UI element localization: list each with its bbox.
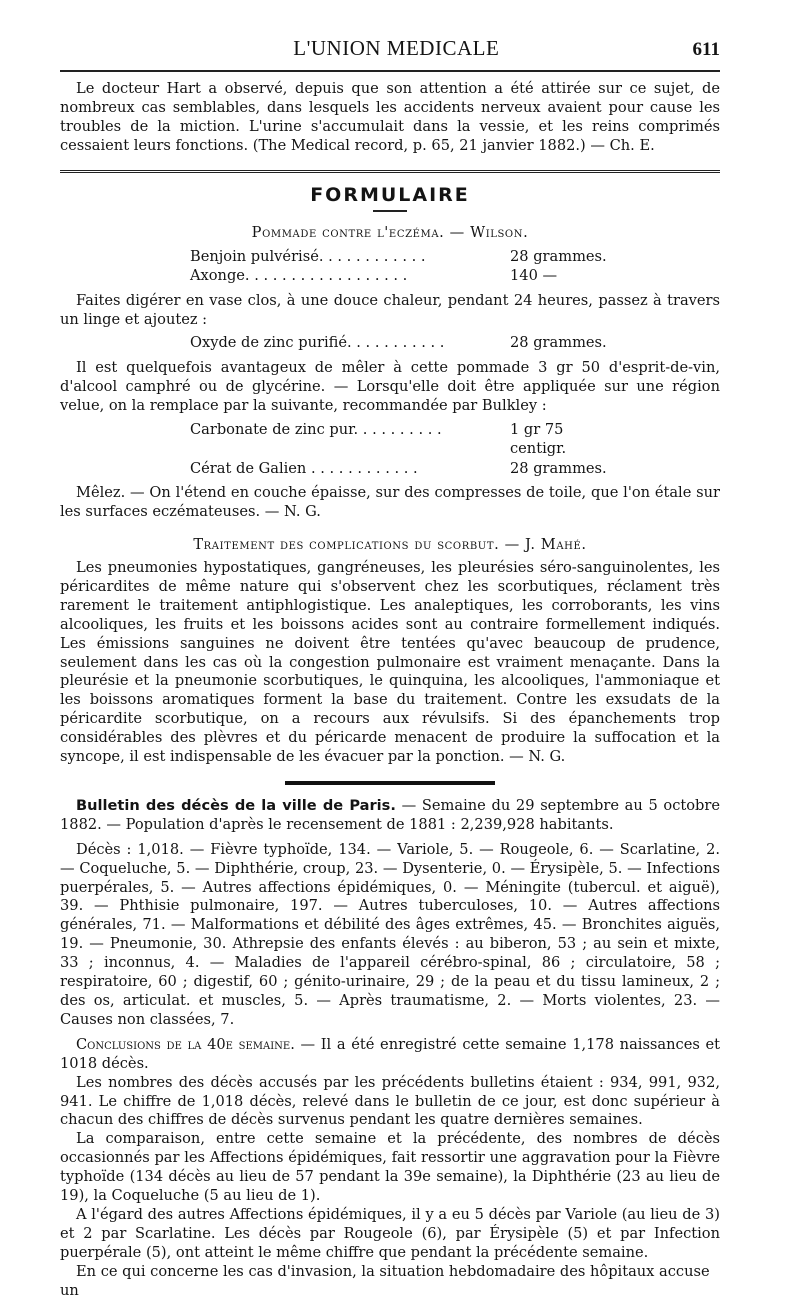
bulletin-title: Bulletin des décès de la ville de Paris. bbox=[76, 796, 396, 814]
formulaire-short-rule bbox=[373, 210, 407, 212]
comparison-paragraph: La comparaison, entre cette semaine et la précédente, des nombres de décès occasionnés par les Affections épidémiques, fait ressortir une aggravation pour la Fièvre typhoïde (134 décès au lieu de 57 pendant la 39e semaine), la Diphthérie (23 au lieu de 19), la Coqueluche (5 au lieu de 1). bbox=[60, 1130, 720, 1205]
ingredient-name: Cérat de Galien . . . . . . . . . . . . bbox=[190, 459, 418, 477]
recipe-block-3 bbox=[190, 420, 610, 479]
bulletin-intro-text: — Semaine du 29 septembre au 5 octobre 1882. — Population d'après le recensement de 1881 : 2,239,928 habitants. bbox=[60, 796, 721, 833]
bulletin-separator-rule bbox=[285, 781, 495, 785]
eczema-title: Pommade contre l'eczéma. — Wilson. bbox=[251, 223, 529, 241]
ingredient-name: Carbonate de zinc pur. . . . . . . . . . bbox=[190, 420, 442, 438]
section-double-rule bbox=[60, 170, 720, 176]
recipe-block-1 bbox=[190, 247, 610, 286]
ingredient-qty: 28 grammes. bbox=[510, 247, 607, 265]
conclusions-text: — Il a été enregistré cette semaine 1,178 naissances et 1018 décès. bbox=[60, 1035, 720, 1072]
opening-paragraph: Le docteur Hart a observé, depuis que son attention a été attirée sur ce sujet, de nombreux cas semblables, dans lesquels les accidents nerveux avaient pour cause les troubles de la miction. L'urine s'accumulait dans la vessie, et les reins comprimés cessaient leurs fonctions. (The Medical record, p. 65, 21 janvier 1882.) — Ch. E. bbox=[60, 80, 720, 154]
recipe-row bbox=[190, 459, 610, 479]
ingredient-name: Benjoin pulvérisé. . . . . . . . . . . . bbox=[190, 247, 426, 265]
deaths-paragraph: Décès : 1,018. — Fièvre typhoïde, 134. — Variole, 5. — Rougeole, 6. — Scarlatine, 2. — Coqueluche, 5. — Diphthérie, croup, 23. — Dysenterie, 0. — Érysipèle, 5. — Infections puerpérales, 5. — Autres affections épidémiques, 0. — Méningite (tubercul. et aiguë), 39. — Phthisie pulmonaire, 197. — Autres tuberculoses, 10. — Autres affections générales, 71. — Malformations et débilité des âges extrêmes, 45. — Bronchites aiguës, 19. — Pneumonie, 30. Athrepsie des enfants élevés : au biberon, 53 ; au sein et mixte, 33 ; inconnus, 4. — Maladies de l'appareil cérébro-spinal, 86 ; circulatoire, 58 ; respiratoire, 60 ; digestif, 60 ; génito-urinaire, 29 ; de la peau et du tissu lamineux, 2 ; des os, articulat. et muscles, 5. — Après traumatisme, 2. — Morts violentes, 23. — Causes non classées, 7. bbox=[60, 840, 720, 1028]
eczema-instruction-3: Mêlez. — On l'étend en couche épaisse, sur des compresses de toile, que l'on étale sur les surfaces eczémateuses. — N. G. bbox=[60, 484, 720, 521]
bulletin-intro bbox=[60, 797, 720, 835]
conclusions-label: Conclusions de la 40e semaine. bbox=[76, 1035, 295, 1053]
page-number: 611 bbox=[692, 39, 720, 60]
ingredient-qty: 140 — bbox=[510, 267, 558, 285]
recipe-row bbox=[190, 247, 610, 267]
header-rule bbox=[60, 70, 720, 72]
ingredient-qty: 28 grammes. bbox=[510, 334, 607, 352]
previous-bulletins-paragraph: Les nombres des décès accusés par les précédents bulletins étaient : 934, 991, 932, 941. Le chiffre de 1,018 décès, relevé dans le bulletin de ce jour, est donc supérieur à chacun des chiffres de décès survenus pendant les quatre dernières semaines. bbox=[60, 1073, 720, 1129]
recipe-row bbox=[190, 420, 610, 459]
eczema-instruction-2: Il est quelquefois avantageux de mêler à cette pommade 3 gr 50 d'esprit-de-vin, d'alcool camphré ou de glycérine. — Lorsqu'elle doit être appliquée sur une région velue, on la remplace par la suivante, recommandée par Bulkley : bbox=[60, 358, 720, 414]
recipe-block-2 bbox=[190, 333, 610, 353]
ingredient-name: Axonge. . . . . . . . . . . . . . . . . . bbox=[190, 267, 408, 285]
conclusions-paragraph bbox=[60, 1036, 720, 1074]
journal-title: L'UNION MEDICALE bbox=[293, 36, 500, 60]
ingredient-name: Oxyde de zinc purifié. . . . . . . . . . . bbox=[190, 334, 445, 352]
ingredient-qty: 1 gr 75 centigr. bbox=[510, 420, 567, 458]
eczema-instruction-1: Faites digérer en vase clos, à une douce chaleur, pendant 24 heures, passez à travers un linge et ajoutez : bbox=[60, 291, 720, 328]
other-affections-paragraph: A l'égard des autres Affections épidémiques, il y a eu 5 décès par Variole (au lieu de 3) et 2 par Scarlatine. Les décès par Rougeole (6), par Érysipèle (5) et par Infection puerpérale (5), ont atteint le même chiffre que pendant la précédente semaine. bbox=[60, 1205, 720, 1261]
ingredient-qty: 28 grammes. bbox=[510, 459, 607, 477]
formulaire-heading: FORMULAIRE bbox=[310, 183, 470, 206]
running-head bbox=[60, 36, 720, 64]
scorbut-title: Traitement des complications du scorbut. — J. Mahé. bbox=[193, 535, 587, 553]
recipe-row bbox=[190, 333, 610, 353]
recipe-row bbox=[190, 266, 610, 286]
invasion-paragraph: En ce qui concerne les cas d'invasion, la situation hebdomadaire des hôpitaux accuse un bbox=[60, 1262, 710, 1299]
scorbut-text: Les pneumonies hypostatiques, gangréneuses, les pleurésies séro-sanguinolentes, les péricardites de même nature qui s'observent chez les scorbutiques, réclament très rarement le traitement antiphlogistique. Les analeptiques, les corroborants, les vins alcooliques, les fruits et les boissons acides sont au contraire formellement indiqués. Les émissions sanguines ne doivent être tentées qu'avec beaucoup de prudence, seulement dans les cas où la congestion pulmonaire est vraiment menaçante. Dans la pleurésie et la pneumonie scorbutiques, le quinquina, les alcooliques, l'ammoniaque et les boissons aromatiques forment la base du traitement. Contre les exsudats de la péricardite scorbutique, on a recours aux révulsifs. Si des épanchements trop considérables des plèvres et du péricarde menacent de produire la suffocation et la syncope, il est indispensable de les évacuer par la ponction. — N. G. bbox=[60, 558, 720, 766]
